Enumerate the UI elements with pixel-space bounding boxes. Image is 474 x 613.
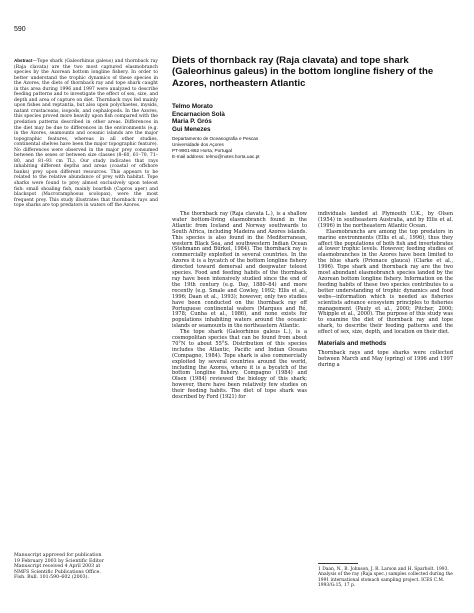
abstract-text: —Tope shark (Galeorhinus galeus) and thornback ray (Raja clavata) are the two most captured elasmobranch species by the Azorean bottom longline fishery. In order to better understand the trophic dynamics of these species in the Azores, the diets of thornback ray and tope shark caught in this area during 1996 and 1997 were analyzed to describe feeding patterns and to investigate the effect of sex, size, and depth and area of capture on diet. Thornback rays fed mainly upon fishes and reptantia, but also upon polychaetes, mysids, natant crustaceans, isopods, and cephalopods. In the Azores, this species proved more heavily upon fish compared with the predation patterns described in other areas. Differences in the diet may be due to differences in the environments (e.g. in the Azores, seamounts and oceanic islands are the major topographic features, whereas in all other studies, continental shelves have been the major topographic feature). No differences were observed in the major prey consumed between the sexes or between size classes (8–60, 61–70, 71–80, and 81–93 cm TL). Our study indicates that rays inhabiting different depths and areas (coastal or offshore banks) prey upon different resources. This appears to be related to the relative abundance of prey with habitat. Tope sharks were found to prey almost exclusively upon teleost fish: small shoaling fish, mainly boarfish (Capros aper) and blackspot (Macroramphosus scolopax), were the most frequent prey. This study illustrates that thornback rays and tope sharks are top predators in waters off the Azores. <box>14 59 158 209</box>
body-paragraph: Thornback rays and tope sharks were collected between March and May (spring) of 1996 and 1997 during a <box>318 349 453 368</box>
affiliation <box>172 136 372 159</box>
abstract <box>14 58 158 209</box>
page-number: 590 <box>14 26 26 33</box>
body-paragraph: Elasmobranchs are among the top predators in marine environments (Ellis et al., 1996), thus they affect the populations of both fish and invertebrates at lower trophic levels. However, feeding studies of elasmobranches in the Azores have been limited to the blue shark (Prionace glauca) (Clarke et al., 1996). Tope shark and thornback ray are the two most abundant elasmobranch species landed by the Azorean bottom longline fishery. Information on the feeding habits of these two species contributes to a better understanding of trophic dynamics and food webs—information which is needed as fisheries scientists advance ecosystem principles to fisheries management (Pauly et al., 2000; Pitcher, 2000; Whipple et al., 2000). The purpose of this study was to examine the diet of thornback ray and tope shark, to describe their feeding patterns and the effect of sex, size, depth, and location on their diet. <box>318 228 453 336</box>
manuscript-line: NMFS Scientific Publications Office. <box>14 569 101 575</box>
manuscript-info <box>14 553 158 581</box>
body-paragraph: individuals landed at Plymouth U.K., by Olsen (1954) in southeastern Australia, and by Ellis et al. (1996) in the northeastern Atlantic Ocean. <box>318 211 453 229</box>
body-column-right <box>318 212 453 369</box>
affiliation-line: Universidade dos Açores <box>172 142 224 148</box>
manuscript-line: 19 February 2003 by Scientific Editor <box>14 558 104 564</box>
author-name: Telmo Morato <box>172 103 213 110</box>
author-name: Gui Menezes <box>172 125 211 133</box>
section-heading: Materials and methods <box>318 340 387 348</box>
author-block <box>172 103 372 160</box>
email-address: E-mail address: telmo@notes.horta.uac.pt <box>172 153 260 159</box>
affiliation-line: PT-9901-862 Horta, Portugal <box>172 147 232 153</box>
footnote: 1 Daan, N., B. Johnson, J. R. Larson and H. Sparholt. 1993. Analysis of the ray (Raja spec.) samples collected during the 1991 international stomach sampling project. ICES C.M. 1993/G:15, 17 p. <box>318 567 453 588</box>
affiliation-line: Departamento de Oceanografia e Pescas <box>172 136 259 142</box>
manuscript-line: Manuscript approved for publication <box>14 553 102 558</box>
article-title: Diets of thornback ray (Raja clavata) and tope shark (Galeorhinus galeus) in the bottom longline fishery of the Azores, northeastern Atlantic <box>172 55 434 89</box>
author-name: Maria P. Grós <box>172 118 212 126</box>
author-name: Encarnacion Solà <box>172 110 225 118</box>
citation-line: Fish. Bull. 101:590–602 (2003). <box>14 575 89 581</box>
abstract-heading: Abstract <box>14 58 33 63</box>
manuscript-line: Manuscript received 4 April 2003 at <box>14 564 101 570</box>
body-column-left <box>172 212 307 401</box>
body-paragraph: The thornback ray (Raja clavata L.), is a shallow water bottom-living elasmobranch found in the Atlantic from Iceland and Norway southwards to South Africa, including Madeira and Azores islands. This species is also found in the Mediterranean, western Black Sea, and southwestern Indian Ocean (Stehmann and Bürkel, 1984). The thornback ray is commercially exploited in several countries. In the Azores it is a bycatch of the bottom longline fishery directed toward demersal and deepwater teleost species. Food and feeding habits of the thornback ray have been intensively studied since the end of the 19th century (e.g. Day, 1880–84) and more recently (e.g. Smale and Cowley, 1992; Ellis et al., 1996; Daan et al., 1993); however, only two studies have been conducted on the thornback ray off Portuguese continental waters (Marques and Ré, 1978; Cunha et al., 1986), and none exists for populations inhabiting waters around the oceanic islands or seamounts in the northeastern Atlantic. <box>172 211 307 330</box>
footnote-divider <box>318 563 358 564</box>
body-paragraph: The tope shark (Galeorhinus galeus L.), is a cosmopolitan species that can be found from about 70°N to about 55°S. Distribution of this species includes the Atlantic, Pacific and Indian Oceans (Compagno, 1984). Tope shark is also commercially exploited by several countries around the world, including the Azores, where it is a bycatch of the bottom longline fishery. Compagno (1984) and Olsen (1984) reviewed the biology of this shark; however, there have been relatively few studies on their feeding habits. The diet of tope shark was described by Ford (1921) for <box>172 329 307 401</box>
